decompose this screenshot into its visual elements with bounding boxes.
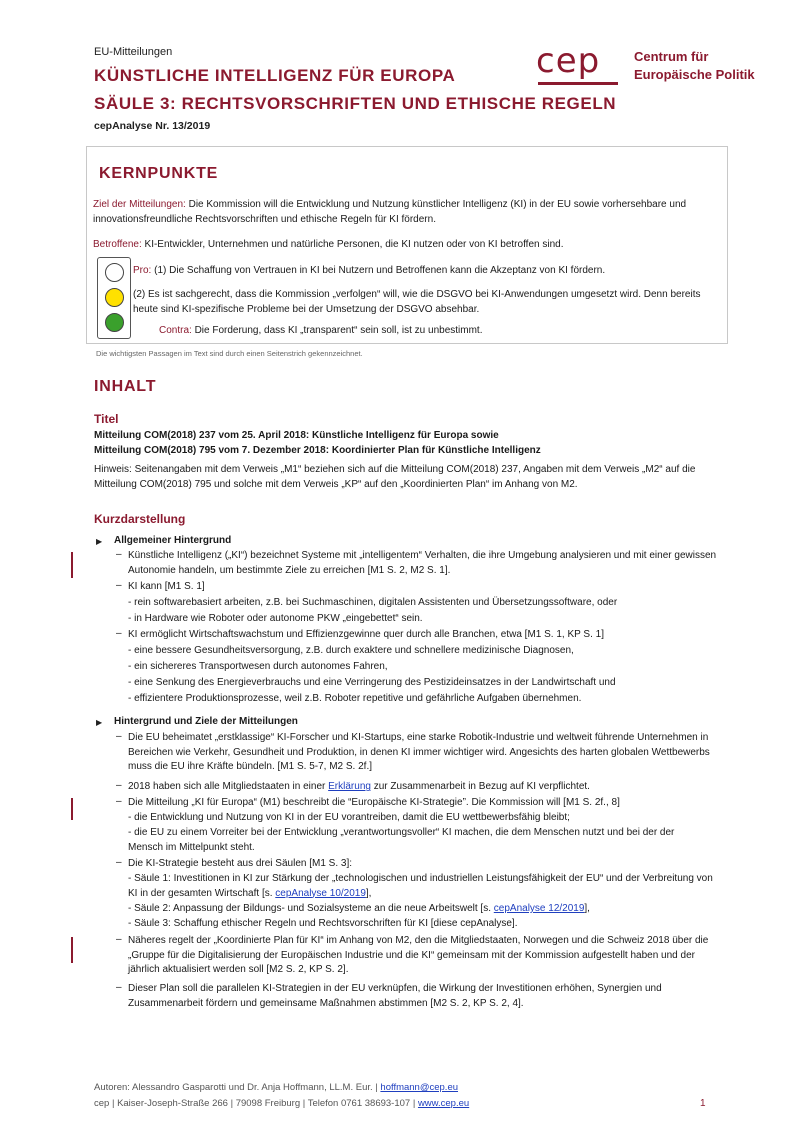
- s2-item-4b: [128, 902, 718, 917]
- kernpunkte-box: [86, 146, 728, 344]
- erklaerung-link[interactable]: Erklärung: [328, 781, 371, 792]
- margin-bar: [71, 798, 73, 820]
- margin-bar: [71, 937, 73, 963]
- dash-bullet: –: [116, 580, 122, 591]
- ziel-text: Die Kommission will die Entwicklung und Nutzung künstlicher Intelligenz (KI) in der EU sowie vorhersehbare und innovationsfreundliche Rechtsvorschriften und ethische Regeln für KI fördern.: [93, 199, 687, 225]
- s1-item-2a: - rein softwarebasiert arbeiten, z.B. bei Suchmaschinen, digitalen Assistenten und Übersetzungssoftware, oder: [128, 597, 618, 608]
- footer-authors: [94, 1082, 458, 1093]
- kernpunkte-contra: [159, 323, 719, 338]
- logo-bar: [538, 82, 618, 85]
- cepanalyse-10-link[interactable]: cepAnalyse 10/2019: [275, 887, 366, 899]
- dash-bullet: –: [116, 780, 122, 791]
- logo-line-1: Centrum für: [634, 49, 709, 64]
- logo-line-2: Europäische Politik: [634, 67, 755, 82]
- section-2-heading: Hintergrund und Ziele der Mitteilungen: [114, 716, 298, 727]
- contra-text: Die Forderung, dass KI „transparent“ sein soll, ist zu unbestimmt.: [191, 325, 483, 336]
- s2-item-5: Näheres regelt der „Koordinierte Plan für KI“ im Anhang von M2, den die Mitgliedstaaten, Norwegen und die Schweiz 2018 über die „Gruppe für die Digitalisierung der Europäischen Industrie und die KI“ gemeinsam mit der Kommission aufgestellt haben und der jährlich aktualisiert werden soll [M2 S. 2, KP S. 2].: [128, 935, 709, 976]
- website-link[interactable]: www.cep.eu: [417, 1098, 470, 1109]
- kernpunkte-pro-2: (2) Es ist sachgerecht, dass die Kommission „verfolgen“ will, wie die DSGVO bei KI-Anwendungen umgesetzt wird. Denn bereits heute sind KI-spezifische Probleme bei der Umsetzung der DSGVO absehbar.: [133, 289, 701, 315]
- s2-item-2-post: zur Zusammenarbeit in Bezug auf KI verpflichtet.: [370, 781, 590, 792]
- pro-label: Pro:: [133, 265, 152, 276]
- s1-item-3: KI ermöglicht Wirtschaftswachstum und Effizienzgewinne quer durch alle Branchen, etwa [M1 S. 1, KP S. 1]: [128, 629, 604, 640]
- series-text: EU-Mitteilungen: [94, 46, 173, 58]
- s2-item-2-pre: 2018 haben sich alle Mitgliedstaaten in einer: [128, 781, 329, 792]
- logo-text: [634, 48, 755, 84]
- kernpunkte-note: Die wichtigsten Passagen im Text sind durch einen Seitenstrich gekennzeichnet.: [96, 349, 363, 358]
- dash-bullet: –: [116, 796, 122, 807]
- pro-1-text: (1) Die Schaffung von Vertrauen in KI bei Nutzern und Betroffenen kann die Akzeptanz von KI fördern.: [151, 265, 606, 276]
- titel-line-1: Mitteilung COM(2018) 237 vom 25. April 2018: Künstliche Intelligenz für Europa sowie: [94, 430, 499, 441]
- s2-item-3: Die Mitteilung „KI für Europa“ (M1) beschreibt die “Europäische KI-Strategie”. Die Kommission will [M1 S. 2f., 8]: [128, 797, 620, 808]
- s1-item-3a: - eine bessere Gesundheitsversorgung, z.B. durch exaktere und schnellere medizinische Diagnosen,: [128, 645, 574, 656]
- cepanalyse-12-link[interactable]: cepAnalyse 12/2019: [493, 903, 585, 914]
- s2-item-4a: [128, 872, 718, 901]
- cep-logo: [536, 41, 766, 88]
- kurzdarstellung-heading: Kurzdarstellung: [94, 512, 186, 526]
- author-email-link[interactable]: hoffmann@cep.eu: [380, 1082, 459, 1093]
- s1-item-2: KI kann [M1 S. 1]: [128, 581, 205, 592]
- betroffene-text: KI-Entwickler, Unternehmen und natürliche Personen, die KI nutzen oder von KI betroffen sind.: [141, 239, 564, 250]
- footer-address: [94, 1098, 469, 1109]
- s2-item-4c: - Säule 3: Schaffung ethischer Regeln und Rechtsvorschriften für KI [diese cepAnalyse].: [128, 918, 518, 929]
- footer-address-text: cep | Kaiser-Joseph-Straße 266 | 79098 Freiburg | Telefon 0761 38693-107 |: [94, 1098, 418, 1109]
- s1-item-2b: - in Hardware wie Roboter oder autonome PKW „eingebettet“ sein.: [128, 613, 423, 624]
- dash-bullet: –: [116, 731, 122, 742]
- kernpunkte-betroffene: [93, 237, 721, 252]
- s2-item-4a-post: ],: [365, 887, 372, 899]
- betroffene-label: Betroffene:: [93, 239, 142, 250]
- kernpunkte-pro-1: [133, 263, 721, 278]
- triangle-bullet-icon: ▶: [96, 718, 103, 727]
- dash-bullet: –: [116, 857, 122, 868]
- kernpunkte-title: KERNPUNKTE: [99, 165, 219, 182]
- hinweis: Hinweis: Seitenangaben mit dem Verweis „M1“ beziehen sich auf die Mitteilung COM(2018) 237, Angaben mit dem Verweis „M2“ auf die Mitteilung COM(2018) 795 und solche mit dem Verweis „KP“ auf den „Koordinierten Plan“ im Anhang von M2.: [94, 464, 696, 490]
- kernpunkte-ziel: [93, 197, 721, 227]
- footer-authors-text: Autoren: Alessandro Gasparotti und Dr. Anja Hoffmann, LL.M. Eur. |: [94, 1082, 381, 1093]
- traffic-light-white: [105, 263, 124, 282]
- title-line-1: KÜNSTLICHE INTELLIGENZ FÜR EUROPA: [94, 66, 456, 85]
- ziel-label: Ziel der Mitteilungen:: [93, 199, 186, 210]
- contra-label: Contra:: [159, 325, 192, 336]
- title-line-2: SÄULE 3: RECHTSVORSCHRIFTEN UND ETHISCHE REGELN: [94, 94, 617, 113]
- s1-item-3c: - eine Senkung des Energieverbrauchs und eine Verringerung des Pestizideinsatzes in der Landwirtschaft und: [128, 677, 616, 688]
- section-1-heading: Allgemeiner Hintergrund: [114, 535, 232, 546]
- analyse-number: cepAnalyse Nr. 13/2019: [94, 120, 211, 132]
- traffic-light-yellow: [105, 288, 124, 307]
- page-number: 1: [700, 1098, 706, 1109]
- s2-item-3a: - die Entwicklung und Nutzung von KI in der EU vorantreiben, damit die EU wettbewerbsfähig bleibt;: [128, 812, 570, 823]
- s1-item-1: Künstliche Intelligenz („KI“) bezeichnet Systeme mit „intelligentem“ Verhalten, die ihre Umgebung analysieren und mit einer gewissen Autonomie handeln, um bestimmte Ziele zu erreichen [M1 S. 2, M2 S. 1].: [128, 550, 717, 576]
- s2-item-2: [128, 780, 718, 795]
- dash-bullet: –: [116, 549, 122, 560]
- margin-bar: [71, 552, 73, 578]
- s1-item-3b: - ein sichereres Transportwesen durch autonomes Fahren,: [128, 661, 388, 672]
- s2-item-4: Die KI-Strategie besteht aus drei Säulen [M1 S. 3]:: [128, 858, 353, 869]
- s2-item-1: Die EU beheimatet „erstklassige“ KI-Forscher und KI-Startups, eine starke Robotik-Industrie und weltweit führende Unternehmen in Bereichen wie Verkehr, Gesundheit und Produktion, in denen KI immer wichtiger wird. Angesichts des harten globalen Wettbewerbs muss die EU ihre Kräfte bündeln. [M1 S. 5-7, M2 S. 2f.]: [128, 732, 710, 773]
- s2-item-4b-post: ],: [584, 903, 590, 914]
- s2-item-4a-pre: - Säule 1: Investitionen in KI zur Stärkung der „technologischen und industriellen Leistungsfähigkeit der EU“ und der Verbreitung von KI in der gesamten Wirtschaft [s.: [128, 873, 713, 899]
- s2-item-3b: - die EU zu einem Vorreiter bei der Entwicklung „verantwortungsvoller“ KI machen, die dem Menschen nutzt und bei der der Mensch im Mittelpunkt steht.: [128, 827, 675, 853]
- titel-heading: Titel: [94, 412, 119, 426]
- traffic-light-green: [105, 313, 124, 332]
- s2-item-4b-pre: - Säule 2: Anpassung der Bildungs- und Sozialsysteme an die neue Arbeitswelt [s.: [128, 903, 494, 914]
- inhalt-title: INHALT: [94, 378, 157, 395]
- s2-item-6: Dieser Plan soll die parallelen KI-Strategien in der EU verknüpfen, die Wirkung der Investitionen erhöhen, Synergien und Zusammenarbeit fördern und gemeinsame Maßnahmen abstimmen [M2 S. 2, KP S. 2, 4].: [128, 983, 662, 1009]
- dash-bullet: –: [116, 982, 122, 993]
- triangle-bullet-icon: ▶: [96, 537, 103, 546]
- s1-item-3d: - effizientere Produktionsprozesse, weil z.B. Roboter repetitive und gefährliche Aufgaben übernehmen.: [128, 693, 582, 704]
- dash-bullet: –: [116, 628, 122, 639]
- traffic-light-icon: [97, 257, 131, 339]
- logo-mark: cep: [536, 41, 601, 81]
- titel-line-2: Mitteilung COM(2018) 795 vom 7. Dezember 2018: Koordinierter Plan für Künstliche Intelligenz: [94, 445, 541, 456]
- dash-bullet: –: [116, 934, 122, 945]
